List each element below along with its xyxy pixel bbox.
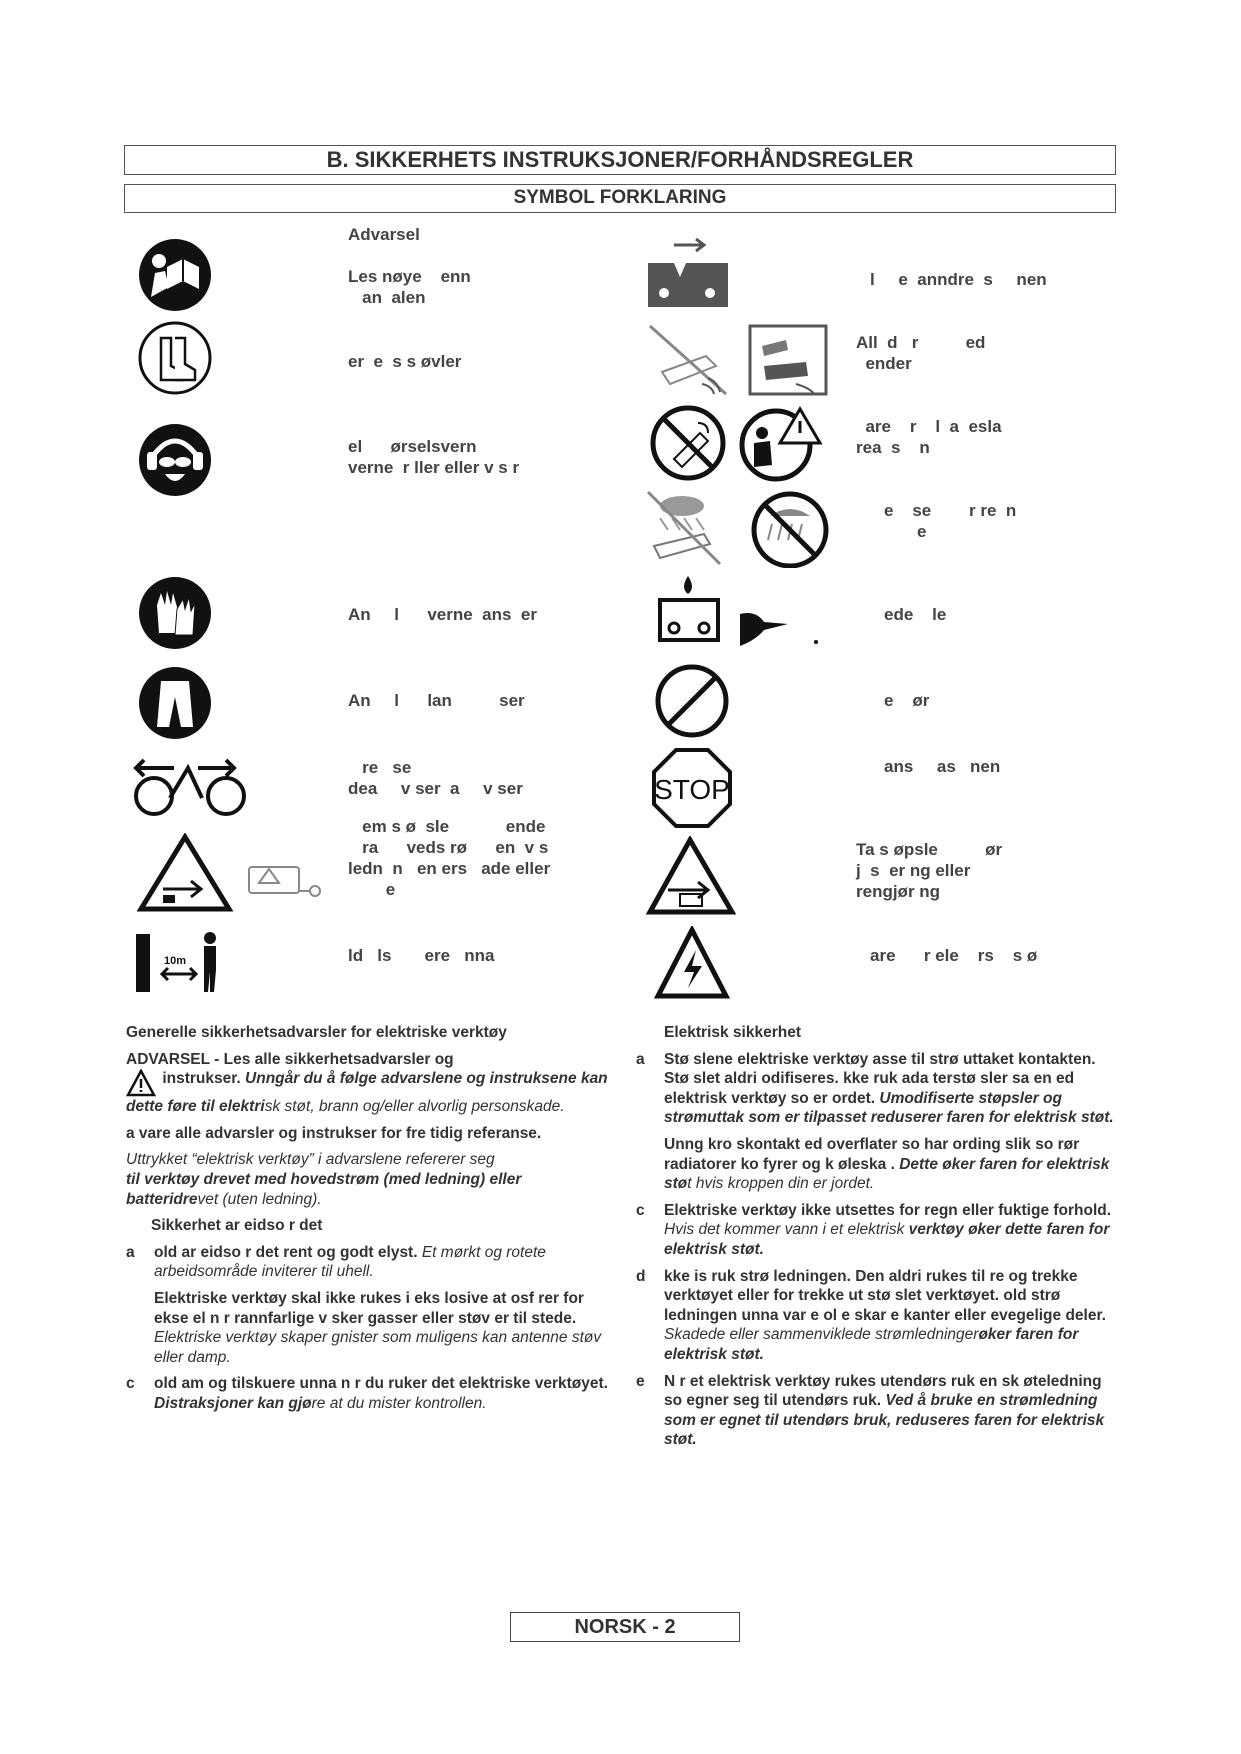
unplug-cleaning-icon <box>646 836 736 916</box>
safety-boots-icon <box>137 320 213 396</box>
symbol-label-read-manual: Advarsel Les nøye enn an alen <box>348 225 471 307</box>
bystander-distance-icon <box>134 930 226 994</box>
term-paragraph: Uttrykket “elektrisk verktøy” i advarslene refererer seg til verktøy drevet med hovedstrøm (med ledning) eller batteridrevet (uten ledning). <box>126 1151 522 1208</box>
list-item: c Elektriske verktøy ikke utsettes for regn eller fuktige forhold. Hvis det kommer vann i et elektrisk verktøy øker dette faren for elektrisk støt. <box>636 1201 1112 1258</box>
symbol-label-chain-oil: ede le <box>884 605 947 624</box>
stop-icon <box>650 746 734 830</box>
chain-oil-icon <box>656 574 826 648</box>
symbol-label-no-rain: e se r re n e <box>884 501 1017 541</box>
warning-paragraph: ADVARSEL - Les alle sikkerhetsadvarsler og instrukser. Unngår du å følge advarslene og instruksene kan dette føre til elektrisk støt, brann og/eller alvorlig personskade. <box>126 1050 608 1116</box>
kickback-icon <box>130 748 260 820</box>
stop-label: STOP <box>654 774 730 805</box>
page-footer: NORSK - 2 <box>510 1612 740 1642</box>
symbol-label-trousers: An l lan ser <box>348 691 525 710</box>
list-item: e N r et elektrisk verktøy rukes utendørs ruk en sk øteledning so egner seg til utendørs ruk. Ved å bruke en strømledning som er egnet til utendørs bruk, reduseres faren for elektrisk støt. <box>636 1372 1105 1449</box>
symbol-label-prohibited: e ør <box>884 691 930 710</box>
right-heading: Elektrisk sikkerhet <box>664 1024 802 1041</box>
list-item: c old am og tilskuere unna n r du ruker det elektriske verktøyet. Distraksjoner kan gjøre at du mister kontrollen. <box>126 1375 608 1412</box>
symbol-label-kickback-danger: are r l a esla rea s n <box>856 417 1002 457</box>
read-manual-icon <box>137 237 213 313</box>
symbol-label-gloves: An l verne ans er <box>348 605 537 624</box>
symbol-label-two-hands: All d r ed ender <box>856 333 986 373</box>
list-item: Elektriske verktøy skal ikke rukes i eks losive at osf rer for ekse el n r rannfarlige v sker gasser eller støv er til stede. Elektriske verktøy skaper gnister som muligens kan antenne støv eller damp. <box>154 1289 602 1366</box>
trousers-icon <box>137 665 213 741</box>
symbol-label-chain-direction: l e anndre s nen <box>870 270 1047 289</box>
prohibited-icon <box>654 663 730 739</box>
section-subtitle: SYMBOL FORKLARING <box>124 184 1116 213</box>
symbol-label-bystanders: ld ls ere nna <box>348 946 495 965</box>
keep-instructions: a vare alle advarsler og instrukser for fre tidig referanse. <box>126 1124 542 1142</box>
left-heading: Generelle sikkerhetsadvarsler for elektriske verktøy <box>126 1024 507 1041</box>
electric-shock-icon <box>654 926 730 1002</box>
list-item: Unng kro skontakt ed overflater so har ording slik so rør radiatorer ko fyrer og k øleska . Dette øker faren for elektrisk støt hvis kroppen din er jordet. <box>664 1135 1110 1193</box>
symbol-label-unplug: em s ø sle ende ra veds rø en v s ledn n en ers ade eller e <box>348 817 551 899</box>
list-item: d kke is ruk strø ledningen. Den aldri rukes til re og trekke verktøyet eller for trekke ut stø slet verktøyet. old strø ledningen unna var e ol e skar e kanter eller evegelige deler. Skadede eller sammenviklede strømledningerøker faren for elektrisk støt. <box>636 1267 1106 1363</box>
ear-eye-protection-icon <box>137 422 213 498</box>
right-text-column <box>636 1023 1116 1457</box>
symbol-label-stop: ans as nen <box>884 757 1001 776</box>
symbol-label-unplug-cleaning: Ta s øpsle ør j s er ng eller rengjør ng <box>856 840 1003 901</box>
symbol-label-boots: er e s s øvler <box>348 352 462 371</box>
list-item: a Stø slene elektriske verktøy asse til strø uttaket kontakten. Stø slet aldri odifiseres. kke ruk ada terstø sler sa en ed elektrisk verktøy so er ordet. Umodifiserte støpsler og strømuttak som er tilpasset reduserer faren for elektrisk støt. <box>636 1050 1114 1127</box>
two-hands-icon <box>646 322 830 398</box>
symbol-label-protection: el ørselsvern verne r ller eller v s r <box>348 437 520 477</box>
work-area-subheading: Sikkerhet ar eidso r det <box>151 1217 323 1235</box>
left-text-column <box>126 1023 616 1421</box>
unplug-warning-icon <box>137 833 337 913</box>
no-rain-icon <box>644 488 834 568</box>
chain-direction-icon <box>644 233 730 313</box>
symbol-label-electric-shock: are r ele rs s ø <box>870 946 1038 965</box>
distance-label: 10m <box>164 955 187 967</box>
gloves-icon <box>137 575 213 651</box>
kickback-danger-icon <box>650 403 830 483</box>
section-title: B. SIKKERHETS INSTRUKSJONER/FORHÅNDSREGLER <box>124 145 1116 175</box>
list-item: a old ar eidso r det rent og godt elyst. Et mørkt og rotete arbeidsområde inviterer til uhell. <box>126 1243 546 1281</box>
symbol-label-kickback: re se dea v ser a v ser <box>348 758 523 798</box>
warning-triangle-icon <box>126 1069 158 1097</box>
